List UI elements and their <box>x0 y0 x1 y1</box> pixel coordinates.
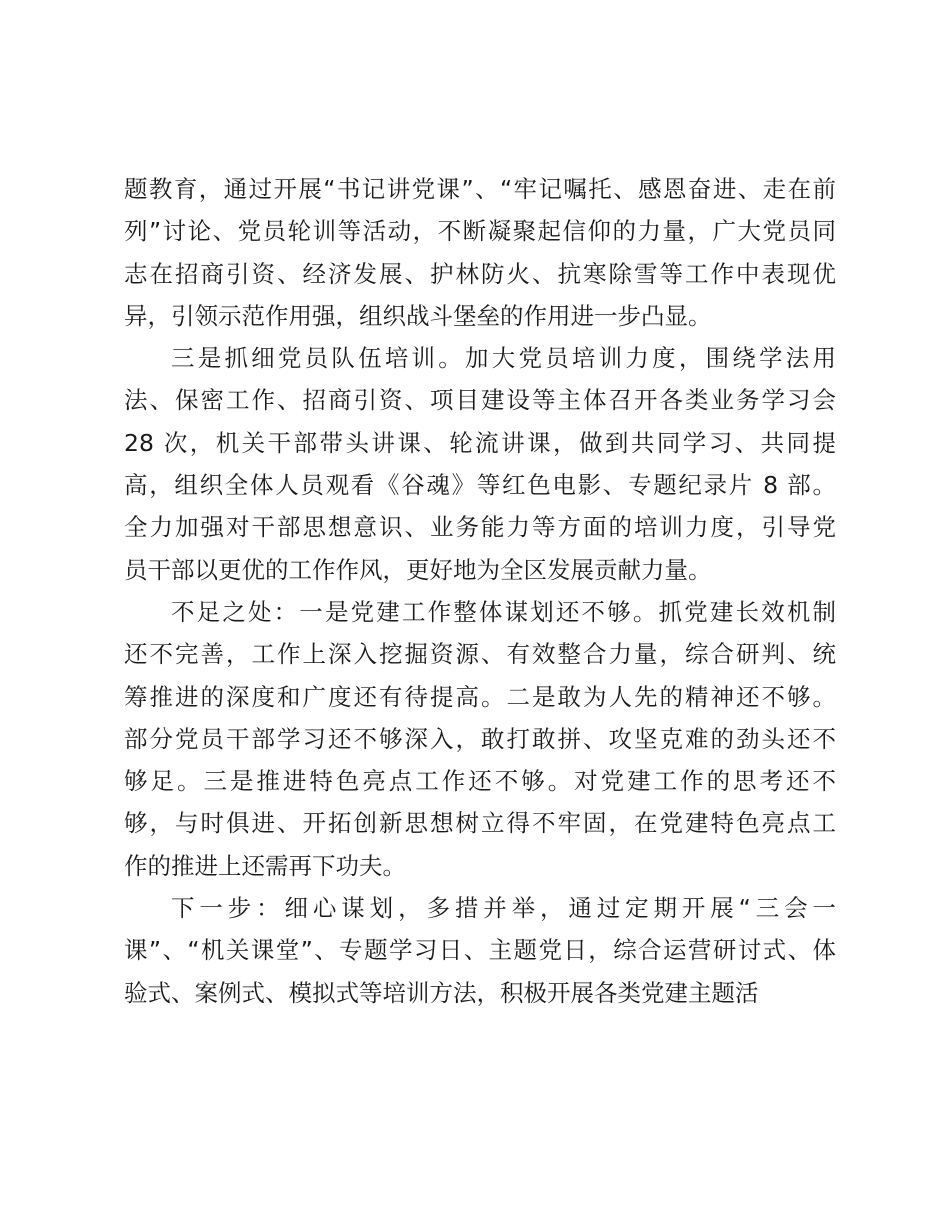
text-line: 28 次，机关干部带头讲课、轮流讲课，做到共同学习、共同提 <box>124 428 836 457</box>
text-line: 够足。三是推进特色亮点工作还不够。对党建工作的思考还不 <box>124 767 836 796</box>
text-line: 作的推进上还需再下功夫。 <box>124 851 406 880</box>
text-line: 课”、“机关课堂”、专题学习日、主题党日，综合运营研讨式、体 <box>124 936 836 965</box>
paragraph-first-line: 不足之处：一是党建工作整体谋划还不够。抓党建长效机制 <box>171 597 836 626</box>
paragraph-first-line: 三是抓细党员队伍培训。加大党员培训力度，围绕学法用 <box>171 344 836 373</box>
text-line: 列”讨论、党员轮训等活动，不断凝聚起信仰的力量，广大党员同 <box>124 217 836 246</box>
document-body <box>124 168 836 1014</box>
text-line: 筹推进的深度和广度还有待提高。二是敢为人先的精神还不够。 <box>124 682 836 711</box>
text-line: 部分党员干部学习还不够深入，敢打敢拼、攻坚克难的劲头还不 <box>124 724 836 753</box>
text-line: 题教育，通过开展“书记讲党课”、“牢记嘱托、感恩奋进、走在前 <box>124 175 836 203</box>
text-line: 够，与时俱进、开拓创新思想树立得不牢固，在党建特色亮点工 <box>124 809 836 838</box>
text-line: 法、保密工作、招商引资、项目建设等主体召开各类业务学习会 <box>124 386 836 415</box>
text-line: 志在招商引资、经济发展、护林防火、抗寒除雪等工作中表现优 <box>124 259 836 288</box>
paragraph-first-line: 下一步：细心谋划，多措并举，通过定期开展“三会一 <box>171 894 836 923</box>
text-line: 异，引领示范作用强，组织战斗堡垒的作用进一步凸显。 <box>124 301 712 330</box>
text-line: 验式、案例式、模拟式等培训方法，积极开展各类党建主题活 <box>124 978 759 1007</box>
text-line: 员干部以更优的工作作风，更好地为全区发展贡献力量。 <box>124 555 712 584</box>
text-line: 高，组织全体人员观看《谷魂》等红色电影、专题纪录片 8 部。 <box>124 471 836 500</box>
text-line: 全力加强对干部思想意识、业务能力等方面的培训力度，引导党 <box>124 513 836 542</box>
text-line: 还不完善，工作上深入挖掘资源、有效整合力量，综合研判、统 <box>124 640 836 669</box>
